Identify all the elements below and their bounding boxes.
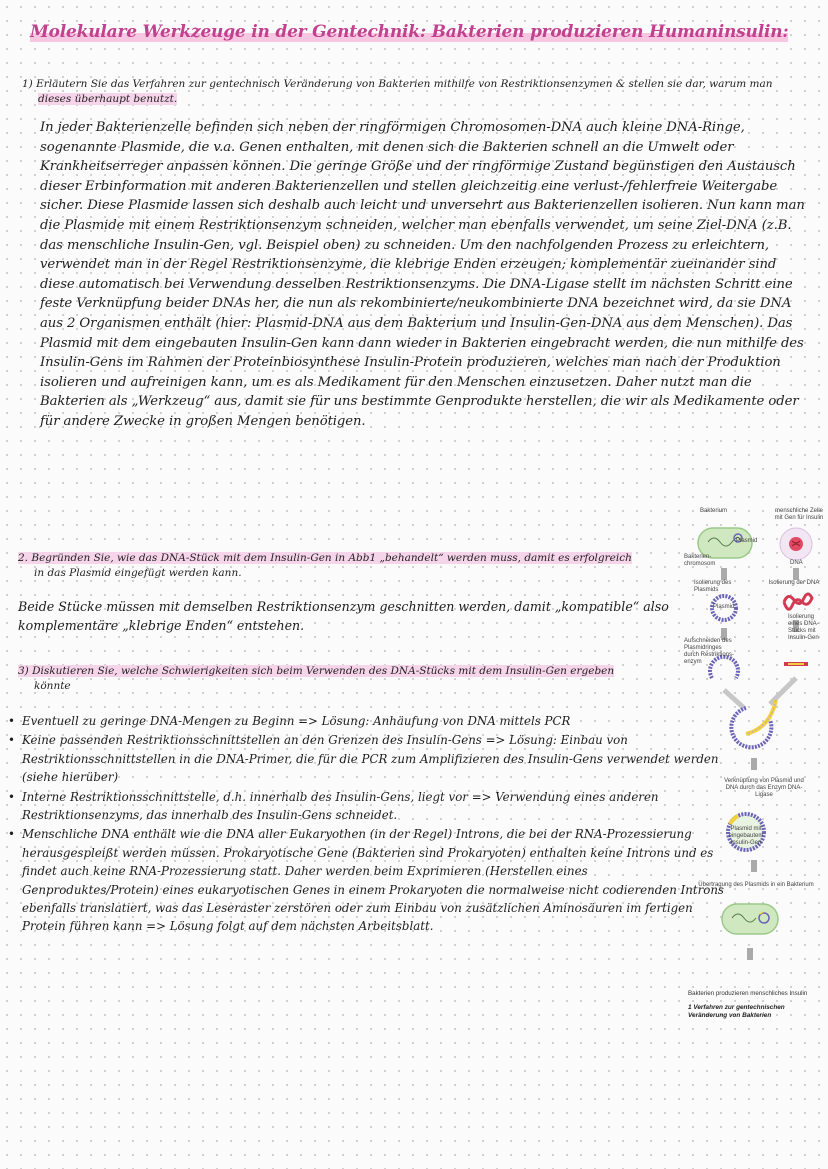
dna-icon [784,594,812,609]
question-1-highlight: dieses überhaupt benutzt. [38,93,178,105]
opened-plasmid-icon [731,708,771,747]
answer-2: Beide Stücke müssen mit demselben Restriktionsenzym geschnitten werden, damit „kompatible“ also komplementäre „klebrige Enden“ entstehen. [18,599,669,633]
label-plasmid-inner: Plasmid [713,604,735,610]
label-human-cell: menschliche Zelle mit Gen für Insulin [774,508,824,521]
question-3-line-1: 3) Diskutieren Sie, welche Schwierigkeiten sich beim Verwenden des DNA-Stücks mit dem Insulin-Gen ergeben [18,665,615,677]
question-2-line-1: 2. Begründen Sie, wie das DNA-Stück mit dem Insulin-Gen in Abb1 „behandelt“ werden muss, damit es erfolgreich [18,552,632,564]
label-transfer: Übertragung des Plasmids in ein Bakterium [698,882,814,888]
question-2-line-2: in das Plasmid eingefügt werden kann. [34,567,242,579]
label-produce: Bakterien produzieren menschliches Insulin [688,990,808,997]
label-cut-plasmid: Aufschneiden des Plasmidringes durch Restriktions-enzym [684,638,735,665]
question-3-line-2: könnte [34,680,71,692]
label-plasmid-insulin: Plasmid mit eingebautem Insulin-Gen [728,826,764,846]
label-ligase: Verknüpfung von Plasmid und DNA durch das Enzym DNA-Ligase [724,778,804,798]
page-title: Molekulare Werkzeuge in der Gentechnik: Bakterien produzieren Humaninsulin: [30,22,789,42]
label-plasmid: Plasmid [736,538,758,544]
label-dna: DNA [790,560,803,566]
question-1-line-2 [22,92,822,107]
question-2 [18,551,678,581]
transformed-bacterium-icon [722,904,778,934]
question-1 [22,77,822,107]
human-cell-icon [780,528,812,560]
label-isolate-insulin: Isolierung eines DNA-Stücks mit Insulin-Gen [788,614,819,641]
label-isolate-plasmid: Isolierung des Plasmids [694,580,732,593]
answer-3-item: • Keine passenden Restriktionsschnittstellen an den Grenzen des Insulin-Gens => Lösung: Einbau von Restriktionsschnittstellen in die DNA-Primer, die für die PCR zum Amplifizieren des Insulin-Gens verwendet werden (siehe hierüber) [8,731,728,786]
answer-1: In jeder Bakterienzelle befinden sich neben der ringförmigen Chromosomen-DNA auch kleine DNA-Ringe, sogenannte Plasmide, die v.a. Genen enthalten, mit denen sich die Bakterien schnell an die Umwelt oder Krankheitserreger anpassen können. Die geringe Größe und der ringförmige Zustand begünstigen den Austausch dieser Erbinformation mit anderen Bakterienzellen und stellen gleichzeitig eine verlust-/fehlerfreie Weitergabe sicher. Diese Plasmide lassen sich deshalb auch leicht und unversehrt aus Bakterienzellen isolieren. Nun kann man die Plasmide mit einem Restriktionsenzym schneiden, welcher man ebenfalls verwendet, um seine Ziel-DNA (z.B. das menschliche Insulin-Gen, vgl. Beispiel oben) zu schneiden. Um den nachfolgenden Prozess zu erleichtern, verwendet man in der Regel Restriktionsenzyme, die klebrige Enden erzeugen; komplementär zueinander sind diese automatisch bei Verwendung desselben Restriktionsenzyms. Die DNA-Ligase stellt im nächsten Schritt eine feste Verknüpfung beider DNAs her, die nun als rekombinierte/neukombinierte DNA bezeichnet wird, da sie DNA aus 2 Organismen enthält (hier: Plasmid-DNA aus dem Bakterium und Insulin-Gen-DNA aus dem Menschen). Das Plasmid mit dem eingebauten Insulin-Gen kann dann wieder in Bakterien eingebracht werden, die nun mithilfe des Insulin-Gens im Rahmen der Proteinbiosynthese Insulin-Protein produzieren, welches man nach der Produktion isolieren und aufreinigen kann, um es als Medikament für den Menschen einzusetzen. Daher nutzt man die Bakterien als „Werkzeug“ aus, damit sie für uns bestimmte Genprodukte herstellen, die wir als Medikamente oder für andere Zwecke in großen Mengen benötigen. [40,120,805,429]
label-bacterium: Bakterium [700,508,728,514]
arrow-icon [724,678,796,708]
answer-3-item: • Menschliche DNA enthält wie die DNA aller Eukaryothen (in der Regel) Introns, die bei der RNA-Prozessierung herausgespleißt werden müssen. Prokaryotische Gene (Bakterien sind Prokaryoten) enthalten keine Introns und es findet auch keine RNA-Prozessierung statt. Daher werden beim Exprimieren (Herstellen eines Genproduktes/Protein) eines eukaryotischen Genes in einem Prokaryoten die normalweise nicht codierenden Introns ebenfalls translatiert, was das Leseraster zerstören oder zum Einbau von zusätzlichen Aminosäuren im fertigen Protein führen kann => Lösung folgt auf dem nächsten Arbeitsblatt. [8,825,728,935]
answer-3-item: • Eventuell zu geringe DNA-Mengen zu Beginn => Lösung: Anhäufung von DNA mittels PCR [8,712,728,730]
label-isolate-dna: Isolierung der DNA [768,580,820,586]
label-chromosome: Bakterien-chromosom [684,554,716,567]
figure-caption: 1 Verfahren zur gentechnischen Veränderung von Bakterien [688,1004,785,1019]
answer-3-list [8,712,728,937]
gene-transfer-figure [684,508,824,1028]
question-3 [18,664,678,694]
answer-3-item: • Interne Restriktionsschnittstelle, d.h. innerhalb des Insulin-Gens, liegt vor => Verwendung eines anderen Restriktionsenzyms, das innerhalb des Insulin-Gens schneidet. [8,788,728,825]
question-1-line-1: 1) Erläutern Sie das Verfahren zur gentechnisch Veränderung von Bakterien mithilfe von Restriktionsenzymen & stellen sie dar, warum man [22,78,773,90]
